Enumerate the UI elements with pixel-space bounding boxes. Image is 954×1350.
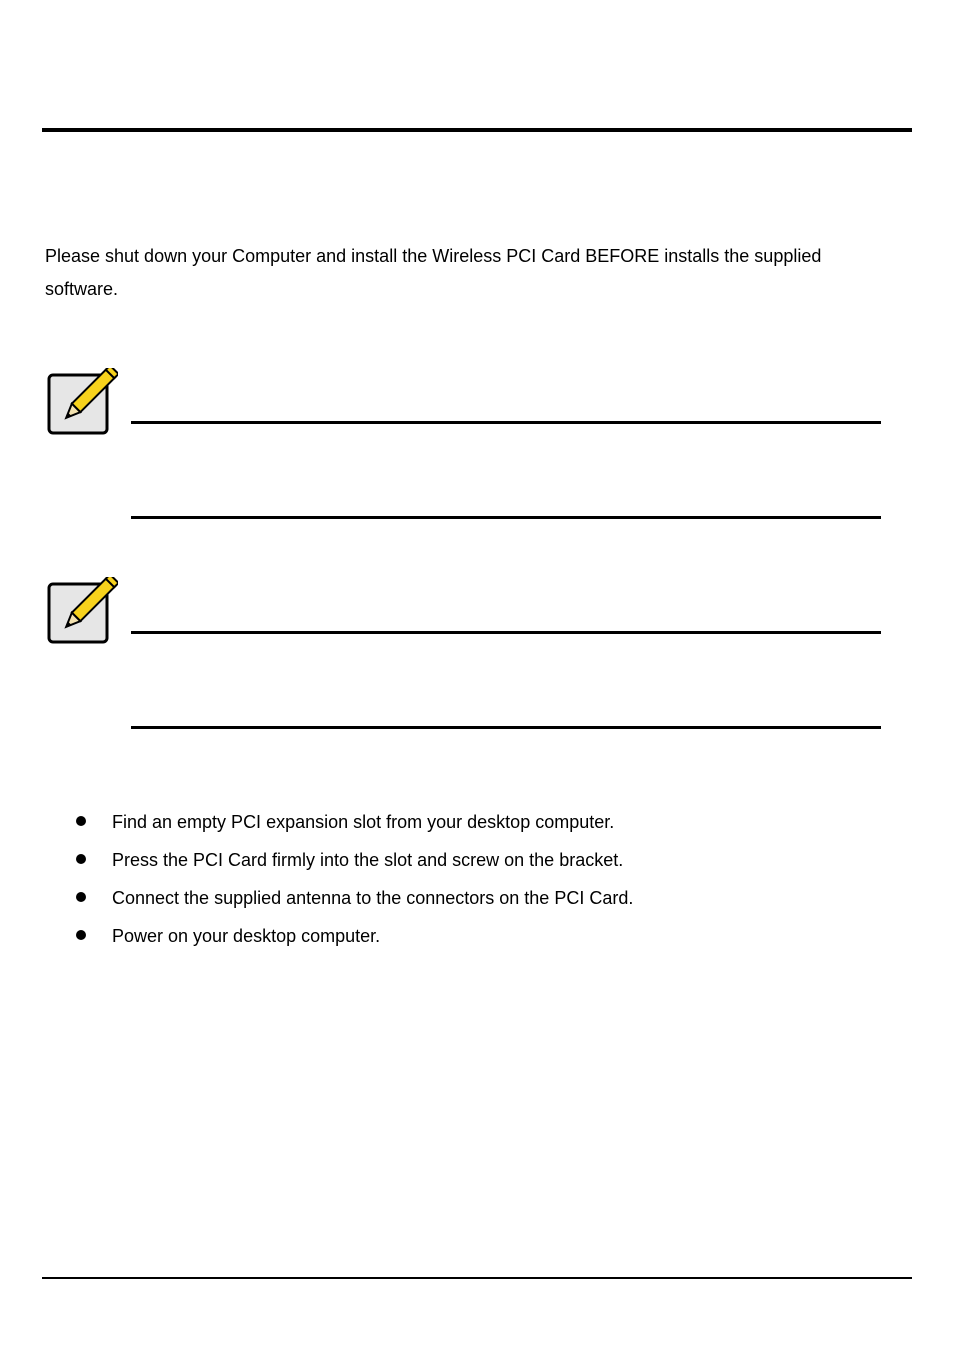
list-item [70, 881, 633, 919]
note-bottom-rule [131, 516, 881, 519]
step-text: Press the PCI Card firmly into the slot and screw on the bracket. [112, 850, 624, 870]
step-text: Power on your desktop computer. [112, 926, 381, 946]
footer-rule [42, 1277, 912, 1279]
bullet-icon [76, 892, 86, 902]
list-item [70, 843, 633, 881]
step-text: Find an empty PCI expansion slot from your desktop computer. [112, 812, 615, 832]
header-rule [42, 128, 912, 132]
intro-paragraph: Please shut down your Computer and install the Wireless PCI Card BEFORE installs the supplied software. [45, 246, 822, 299]
list-item [70, 919, 633, 957]
note-top-rule [131, 631, 881, 634]
bullet-icon [76, 930, 86, 940]
bullet-icon [76, 854, 86, 864]
note-pencil-icon [46, 368, 118, 440]
note-bottom-rule [131, 726, 881, 729]
installation-steps-list [70, 805, 633, 957]
step-text: Connect the supplied antenna to the connectors on the PCI Card. [112, 888, 634, 908]
list-item [70, 805, 633, 843]
note-top-rule [131, 421, 881, 424]
note-pencil-icon [46, 577, 118, 649]
bullet-icon [76, 816, 86, 826]
